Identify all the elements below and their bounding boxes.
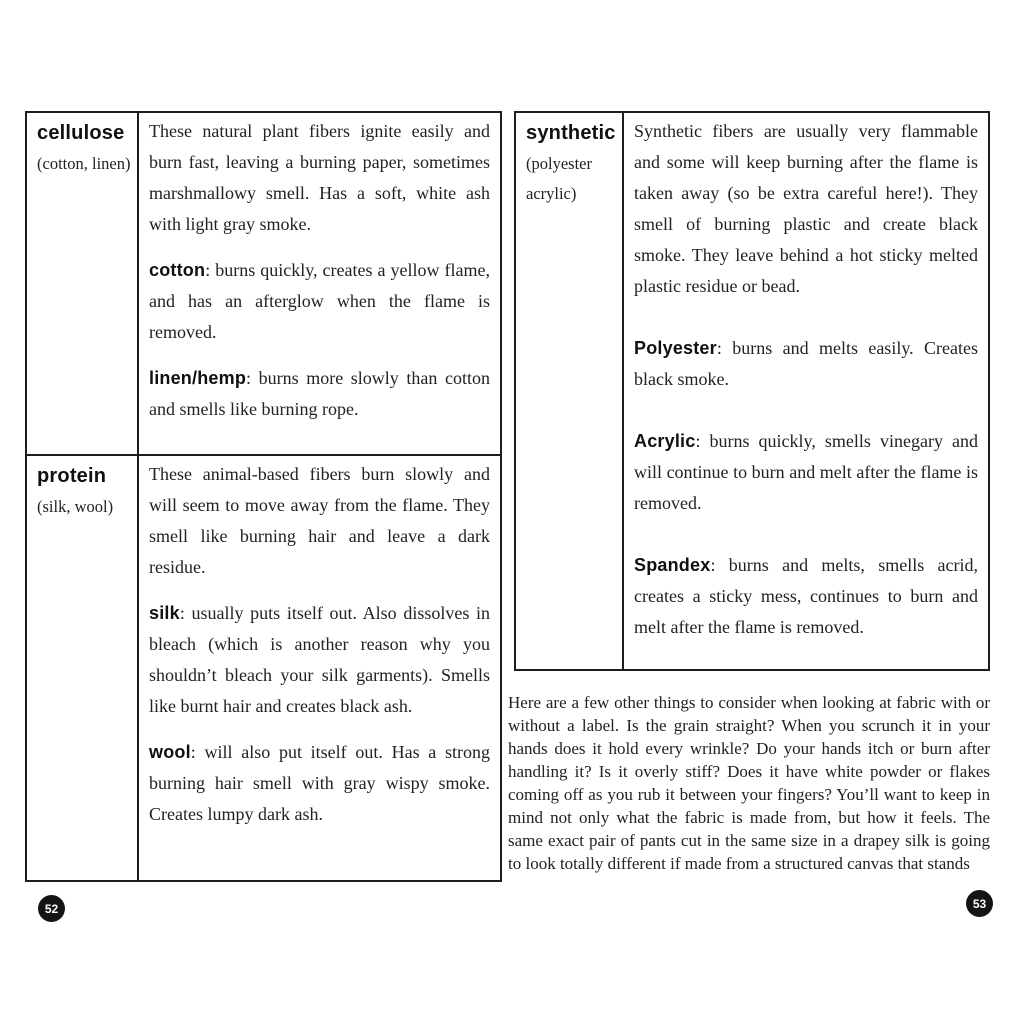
fiber-term: protein bbox=[37, 465, 107, 487]
fiber-entry-spandex bbox=[634, 550, 978, 643]
desc-cell-synthetic bbox=[622, 113, 988, 669]
term-cell-synthetic bbox=[516, 113, 622, 669]
table-row-protein bbox=[27, 454, 500, 882]
fiber-entry-term: Spandex bbox=[634, 555, 711, 575]
fiber-burn-table-right bbox=[514, 111, 990, 671]
fiber-burn-table-left bbox=[25, 111, 502, 882]
fiber-entry-term: linen/hemp bbox=[149, 368, 247, 388]
fiber-entry-term: cotton bbox=[149, 260, 206, 280]
fiber-variants: (cotton, linen) bbox=[37, 154, 131, 173]
term-cell-cellulose bbox=[27, 113, 137, 454]
fiber-term: synthetic bbox=[526, 122, 616, 144]
fiber-intro: Synthetic fibers are usually very flammable and some will keep burning after the flame is taken away (so be extra careful here!). They smell of burning plastic and create black smoke. They leave behind a hot sticky melted plastic residue or bead. bbox=[634, 121, 978, 296]
table-row-cellulose bbox=[27, 113, 500, 454]
fiber-variants: (polyester acrylic) bbox=[526, 154, 592, 203]
desc-cell-cellulose bbox=[137, 113, 500, 454]
fiber-intro: These animal-based fibers burn slowly and will seem to move away from the flame. They smell like burning hair and leave a dark residue. bbox=[149, 464, 490, 577]
fiber-entry-silk bbox=[149, 598, 490, 722]
fiber-entry-term: wool bbox=[149, 742, 191, 762]
fiber-entry-text: : burns and melts easily. Creates black smoke. bbox=[634, 338, 978, 389]
fiber-entry-term: Polyester bbox=[634, 338, 717, 358]
fiber-entry-cotton bbox=[149, 255, 490, 348]
fiber-entry-text: : will also put itself out. Has a strong burning hair smell with gray wispy smoke. Creates lumpy dark ash. bbox=[149, 742, 490, 824]
fiber-entry-text: : usually puts itself out. Also dissolves in bleach (which is another reason why you shouldn’t bleach your silk garments). Smells like burnt hair and creates black ash. bbox=[149, 603, 490, 716]
fiber-entry-acrylic bbox=[634, 426, 978, 519]
term-cell-protein bbox=[27, 456, 137, 882]
fiber-entry-linen-hemp bbox=[149, 363, 490, 425]
fiber-entry-term: Acrylic bbox=[634, 431, 696, 451]
fiber-entry-text: : burns more slowly than cotton and smells like burning rope. bbox=[149, 368, 490, 419]
fiber-entry-text: : burns quickly, creates a yellow flame, and has an afterglow when the flame is removed. bbox=[149, 260, 490, 342]
page-number-badge-right: 53 bbox=[966, 890, 993, 917]
fiber-entry-text: : burns and melts, smells acrid, creates a sticky mess, continues to burn and melt after the flame is removed. bbox=[634, 555, 978, 637]
closing-paragraph: Here are a few other things to consider when looking at fabric with or without a label. Is the grain straight? When you scrunch it in your hands does it hold every wrinkle? Do your hands itch or burn after handling it? Is it overly stiff? Does it have white powder or flakes coming off as you rub it between your fingers? You’ll want to keep in mind not only what the fabric is made from, but how it feels. The same exact pair of pants cut in the same size in a drapey silk is going to look totally different if made from a structured canvas that stands bbox=[508, 693, 990, 873]
page-number-badge-left: 52 bbox=[38, 895, 65, 922]
fiber-entry-polyester bbox=[634, 333, 978, 395]
fiber-intro: These natural plant fibers ignite easily and burn fast, leaving a burning paper, sometimes marshmallowy smell. Has a soft, white ash with light gray smoke. bbox=[149, 121, 490, 234]
fiber-entry-wool bbox=[149, 737, 490, 830]
fiber-entry-term: silk bbox=[149, 603, 180, 623]
fiber-entry-text: : burns quickly, smells vinegary and will continue to burn and melt after the flame is removed. bbox=[634, 431, 978, 513]
desc-cell-protein bbox=[137, 456, 500, 882]
fiber-term: cellulose bbox=[37, 122, 125, 144]
table-row-synthetic bbox=[516, 113, 988, 669]
fiber-variants: (silk, wool) bbox=[37, 497, 114, 516]
